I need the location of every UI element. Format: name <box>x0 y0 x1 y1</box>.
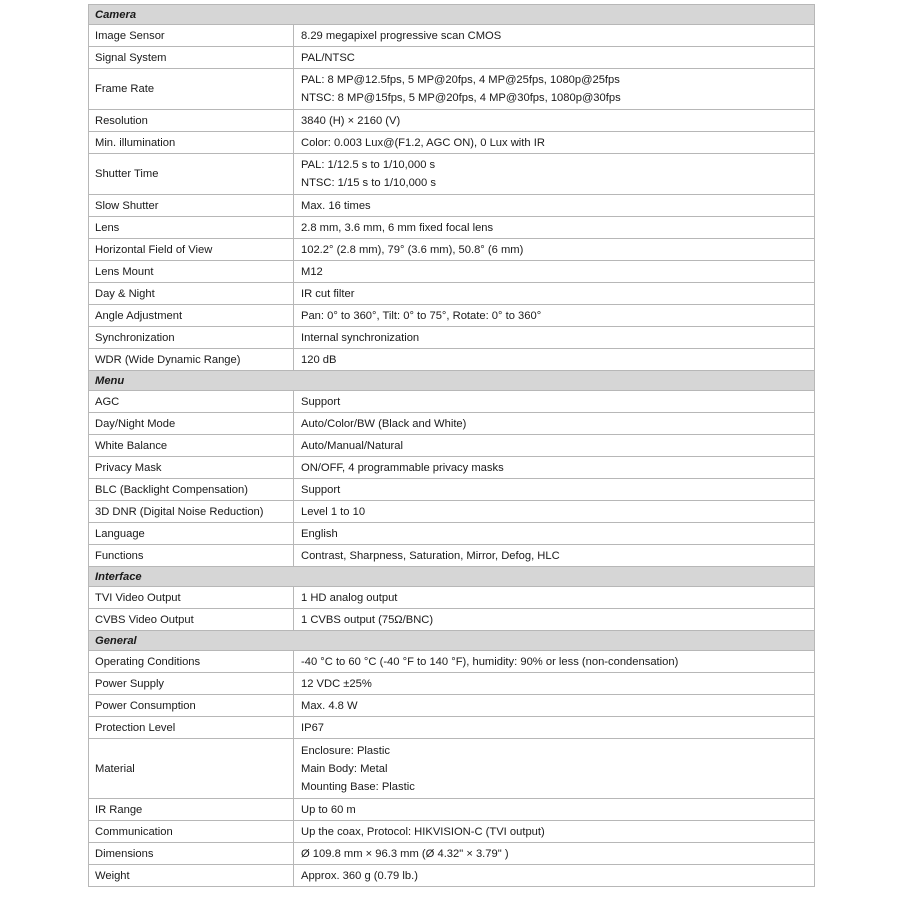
spec-value <box>294 739 815 799</box>
spec-row <box>89 673 815 695</box>
spec-row <box>89 47 815 69</box>
spec-value-line: Up to 60 m <box>301 803 356 816</box>
spec-value <box>294 305 815 327</box>
spec-row <box>89 545 815 567</box>
spec-value <box>294 69 815 110</box>
spec-value <box>294 673 815 695</box>
spec-value-line: PAL: 1/12.5 s to 1/10,000 s <box>301 159 436 171</box>
spec-value-line: 2.8 mm, 3.6 mm, 6 mm fixed focal lens <box>301 221 494 234</box>
spec-row <box>89 391 815 413</box>
spec-label: Signal System <box>89 47 294 69</box>
spec-value-line: ON/OFF, 4 programmable privacy masks <box>301 461 504 474</box>
spec-label: White Balance <box>89 435 294 457</box>
spec-label: Protection Level <box>89 717 294 739</box>
spec-row <box>89 283 815 305</box>
spec-row <box>89 651 815 673</box>
section-header-menu <box>89 371 815 391</box>
spec-row <box>89 69 815 110</box>
spec-value <box>294 587 815 609</box>
spec-value <box>294 327 815 349</box>
spec-label: Language <box>89 523 294 545</box>
spec-value <box>294 25 815 47</box>
spec-row <box>89 239 815 261</box>
spec-label: WDR (Wide Dynamic Range) <box>89 349 294 371</box>
spec-label: Slow Shutter <box>89 195 294 217</box>
spec-label: Image Sensor <box>89 25 294 47</box>
spec-value-line: Mounting Base: Plastic <box>301 780 415 793</box>
spec-value <box>294 695 815 717</box>
spec-value <box>294 545 815 567</box>
spec-label: Synchronization <box>89 327 294 349</box>
spec-label: Operating Conditions <box>89 651 294 673</box>
section-header-camera <box>89 5 815 25</box>
spec-row <box>89 609 815 631</box>
spec-value-line: M12 <box>301 265 323 278</box>
spec-row <box>89 195 815 217</box>
spec-label: Communication <box>89 821 294 843</box>
spec-value-line: Max. 16 times <box>301 199 371 212</box>
spec-label: Weight <box>89 865 294 887</box>
spec-value <box>294 261 815 283</box>
spec-value-line: 102.2° (2.8 mm), 79° (3.6 mm), 50.8° (6 mm) <box>301 243 524 256</box>
spec-value <box>294 501 815 523</box>
spec-value <box>294 47 815 69</box>
spec-value-line: English <box>301 527 338 540</box>
spec-label: Lens <box>89 217 294 239</box>
spec-row <box>89 799 815 821</box>
spec-label: CVBS Video Output <box>89 609 294 631</box>
spec-row <box>89 110 815 132</box>
spec-value-line: Support <box>301 483 341 496</box>
spec-value-line: Contrast, Sharpness, Saturation, Mirror, Defog, HLC <box>301 549 560 562</box>
spec-row <box>89 327 815 349</box>
spec-row <box>89 413 815 435</box>
spec-value-line: IP67 <box>301 721 325 734</box>
spec-value <box>294 523 815 545</box>
spec-label: Day & Night <box>89 283 294 305</box>
spec-value-line: Up the coax, Protocol: HIKVISION-C (TVI output) <box>301 825 545 838</box>
spec-value-line: Enclosure: Plastic <box>301 744 390 757</box>
spec-label: TVI Video Output <box>89 587 294 609</box>
spec-table-body <box>89 5 815 887</box>
spec-value-line: 120 dB <box>301 353 337 366</box>
spec-value <box>294 195 815 217</box>
spec-row <box>89 479 815 501</box>
spec-row <box>89 739 815 799</box>
spec-label: Horizontal Field of View <box>89 239 294 261</box>
section-header-interface <box>89 567 815 587</box>
spec-value-line: NTSC: 1/15 s to 1/10,000 s <box>301 177 436 189</box>
spec-value <box>294 413 815 435</box>
spec-value-line: NTSC: 8 MP@15fps, 5 MP@20fps, 4 MP@30fps, 1080p@30fps <box>301 92 621 104</box>
spec-label: Material <box>89 739 294 799</box>
spec-value-line: Ø 109.8 mm × 96.3 mm (Ø 4.32" × 3.79" ) <box>301 847 509 860</box>
section-title: Menu <box>89 371 815 391</box>
spec-value <box>294 865 815 887</box>
spec-value <box>294 843 815 865</box>
spec-value-line: Max. 4.8 W <box>301 699 358 712</box>
spec-row <box>89 695 815 717</box>
spec-row <box>89 25 815 47</box>
spec-row <box>89 821 815 843</box>
spec-row <box>89 217 815 239</box>
spec-row <box>89 261 815 283</box>
spec-row <box>89 435 815 457</box>
spec-value <box>294 457 815 479</box>
section-title: Interface <box>89 567 815 587</box>
spec-label: Power Consumption <box>89 695 294 717</box>
spec-value-line: Main Body: Metal <box>301 762 388 775</box>
spec-value <box>294 821 815 843</box>
spec-row <box>89 865 815 887</box>
spec-value-line: 1 CVBS output (75Ω/BNC) <box>301 613 434 626</box>
spec-value-line: 1 HD analog output <box>301 591 398 604</box>
spec-value-line: Pan: 0° to 360°, Tilt: 0° to 75°, Rotate: 0° to 360° <box>301 309 542 322</box>
spec-row <box>89 349 815 371</box>
spec-value-line: 8.29 megapixel progressive scan CMOS <box>301 29 502 42</box>
spec-label: Angle Adjustment <box>89 305 294 327</box>
spec-label: AGC <box>89 391 294 413</box>
spec-label: Dimensions <box>89 843 294 865</box>
spec-row <box>89 587 815 609</box>
spec-label: Power Supply <box>89 673 294 695</box>
section-header-general <box>89 631 815 651</box>
spec-value-line: PAL: 8 MP@12.5fps, 5 MP@20fps, 4 MP@25fps, 1080p@25fps <box>301 74 620 86</box>
spec-value <box>294 391 815 413</box>
section-title: General <box>89 631 815 651</box>
spec-value-line: Level 1 to 10 <box>301 505 366 518</box>
spec-value <box>294 132 815 154</box>
spec-label: Privacy Mask <box>89 457 294 479</box>
section-title: Camera <box>89 5 815 25</box>
spec-value <box>294 435 815 457</box>
spec-value-line: PAL/NTSC <box>301 51 355 64</box>
spec-row <box>89 523 815 545</box>
spec-row <box>89 457 815 479</box>
spec-value <box>294 283 815 305</box>
spec-label: Min. illumination <box>89 132 294 154</box>
spec-value <box>294 479 815 501</box>
spec-value <box>294 609 815 631</box>
spec-table <box>88 4 815 887</box>
spec-label: Frame Rate <box>89 69 294 110</box>
spec-value <box>294 110 815 132</box>
spec-row <box>89 305 815 327</box>
spec-value-line: 3840 (H) × 2160 (V) <box>301 114 401 127</box>
spec-value <box>294 217 815 239</box>
spec-label: 3D DNR (Digital Noise Reduction) <box>89 501 294 523</box>
spec-row <box>89 717 815 739</box>
spec-value-line: IR cut filter <box>301 287 355 300</box>
spec-label: Day/Night Mode <box>89 413 294 435</box>
spec-value-line: -40 °C to 60 °C (-40 °F to 140 °F), humidity: 90% or less (non-condensation) <box>301 655 679 668</box>
spec-label: Functions <box>89 545 294 567</box>
spec-label: Resolution <box>89 110 294 132</box>
spec-value-line: 12 VDC ±25% <box>301 677 372 690</box>
spec-label: IR Range <box>89 799 294 821</box>
spec-value <box>294 651 815 673</box>
spec-value-line: Color: 0.003 Lux@(F1.2, AGC ON), 0 Lux with IR <box>301 136 545 149</box>
spec-value-line: Auto/Manual/Natural <box>301 439 403 452</box>
spec-label: BLC (Backlight Compensation) <box>89 479 294 501</box>
spec-label: Shutter Time <box>89 154 294 195</box>
spec-value <box>294 799 815 821</box>
spec-value-line: Approx. 360 g (0.79 lb.) <box>301 869 418 882</box>
spec-label: Lens Mount <box>89 261 294 283</box>
spec-value-line: Auto/Color/BW (Black and White) <box>301 417 467 430</box>
spec-row <box>89 843 815 865</box>
spec-value <box>294 349 815 371</box>
spec-value-line: Internal synchronization <box>301 331 420 344</box>
spec-row <box>89 132 815 154</box>
spec-value <box>294 717 815 739</box>
spec-value <box>294 239 815 261</box>
spec-row <box>89 154 815 195</box>
spec-row <box>89 501 815 523</box>
spec-value <box>294 154 815 195</box>
spec-value-line: Support <box>301 395 341 408</box>
